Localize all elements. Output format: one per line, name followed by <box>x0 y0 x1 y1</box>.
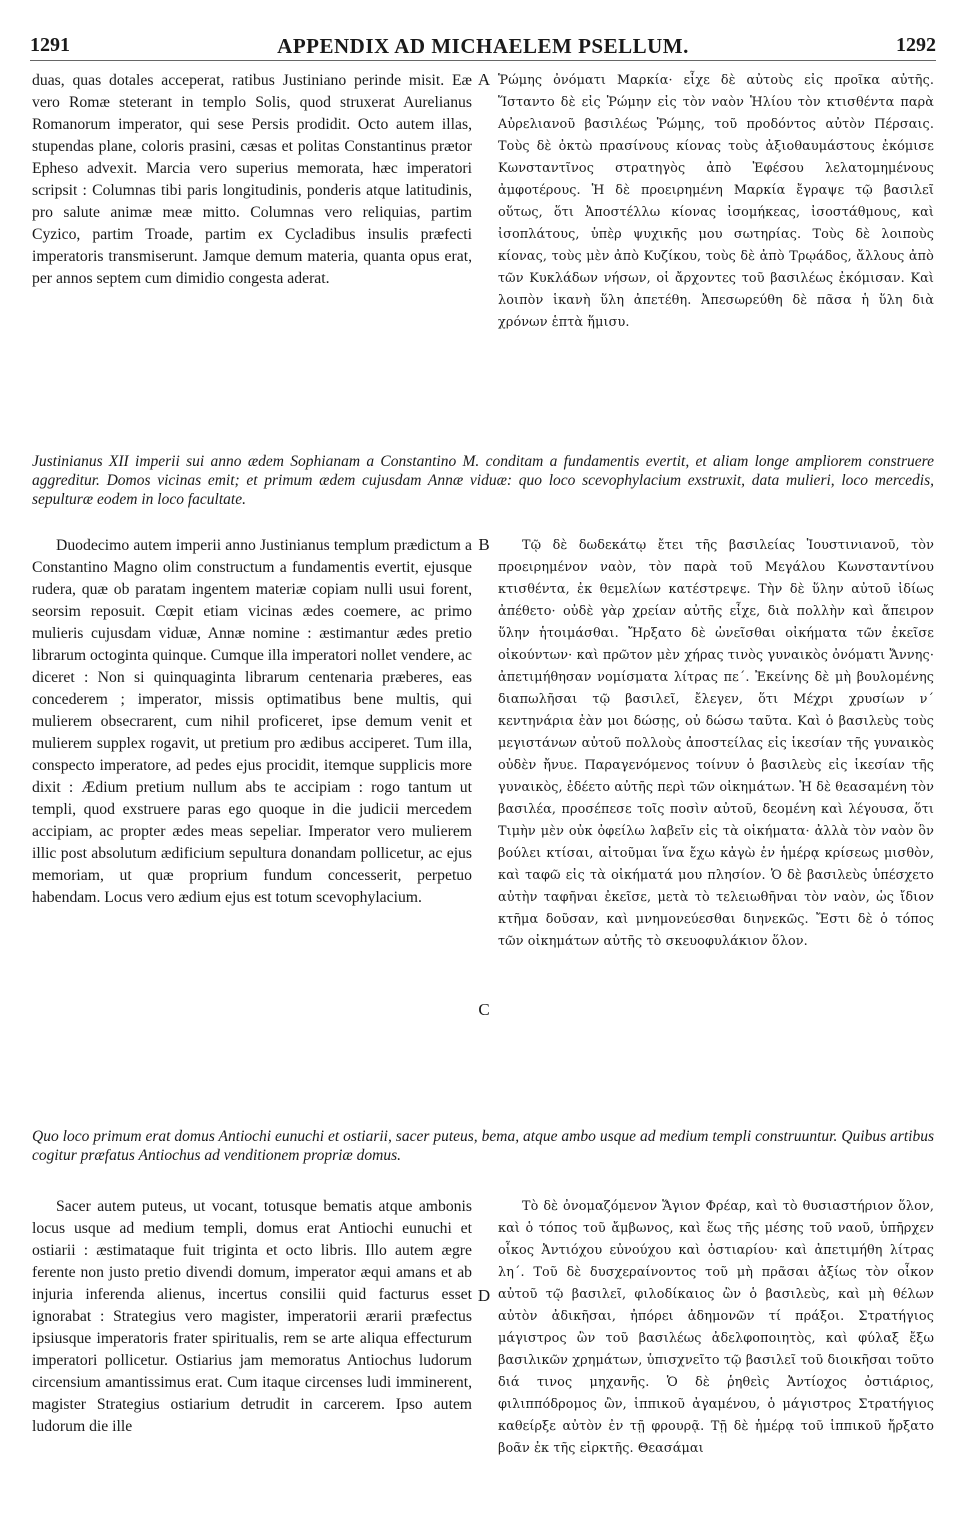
latin-paragraph: Sacer autem puteus, ut vocant, totusque bematis atque ambonis locus usque ad medium templi, domus erat Antiochi eunuchi et ostiarii : æstimataque fuit triginta et octo libris. Illo autem ægre ferente non justo pretio divendi domum, imperator æqui amans et ab injuria inferenda alienus, incertus consilii quid facturus esset ignorabat : Strategius vero magister, imperatorii ærarii præfectus ipsiusque imperatoris frater spiritualis, rem se arte aliqua effecturum imperatori pollicetur. Ostiarius jam memoratus Antiochus ludorum circensium amantissimus erat. Cum itaque circenses ludi imminerent, magister Strategius ostiarium detrudit in carcerem. Ipso autem ludorum die ille <box>32 1198 472 1435</box>
greek-column-3 <box>498 1196 934 1460</box>
greek-column-2 <box>498 535 934 953</box>
margin-letter-a: A <box>477 70 491 89</box>
running-title: APPENDIX AD MICHAELEM PSELLUM. <box>277 34 689 58</box>
header-rule <box>30 60 936 61</box>
greek-paragraph: Ῥώμης ὀνόματι Μαρκία· εἶχε δὲ αὐτοὺς εἰς προῖκα αὐτῆς. Ἵσταντο δὲ εἰς Ῥώμην εἰς τὸν ναὸν Ἡλίου τὸν κτισθέντα παρὰ Αὐρελιανοῦ βασιλέως Ῥώμης, τοῦ προδόντος αὐτὸν Πέρσαις. Τοὺς δὲ ὀκτὼ πρασίνους κίονας τοὺς ἀξιοθαυμάστους ἐκόμισε Κωνσταντῖνος στρατηγὸς ἀπὸ Ἐφέσου λελατομημένους ἀμφοτέρους. Ἡ δὲ προειρημένη Μαρκία ἔγραψε τῷ βασιλεῖ οὕτως, ὅτι Ἀποστέλλω κίονας ἰσομήκεας, ἰσοστάθμους, καὶ ἰσοπλάτους, ὑπὲρ ψυχικῆς μου σωτηρίας. Τοὺς δὲ λοιποὺς κίονας, τοὺς μὲν ἀπὸ Κυζίκου, τοὺς δὲ ἀπὸ Τρῳάδος, ἄλλους ἀπὸ τῶν Κυκλάδων νήσων, οἱ ἄρχοντες τοῦ βασιλέως ἐκόμισαν. Καὶ λοιπὸν ἱκανὴ ὕλη ἀπετέθη. Ἀπεσωρεύθη δὲ πᾶσα ἡ ὕλη διὰ χρόνων ἑπτὰ ἥμισυ. <box>498 73 934 330</box>
latin-column-2 <box>32 535 472 909</box>
latin-paragraph: duas, quas dotales acceperat, ratibus Justiniano perinde misit. Eæ vero Romæ steterant in templo Solis, quod struxerat Aurelianus Romanorum imperator, qui sese Persis prodidit. Octo autem illas, stupendas plane, coloris prasini, cæsas et politas Constantinus prætor Epheso advexit. Marcia vero superius memorata, hæc imperatori scripsit : Columnas tibi paris longitudinis, ponderis atque latitudinis, pro salute animæ meæ mitto. Columnas vero reliquias, partim Cyzico, partim Troade, partim ex Cycladibus insulis præfecti imperatoris transmiserunt. Jamque demum materia, quanta opus erat, per annos septem cum dimidio congesta aderat. <box>32 72 472 287</box>
page-number-left: 1291 <box>30 34 70 56</box>
latin-column-3 <box>32 1196 472 1438</box>
greek-paragraph: Τὸ δὲ ὀνομαζόμενον Ἅγιον Φρέαρ, καὶ τὸ θυσιαστήριον ὅλον, καὶ ὁ τόπος τοῦ ἄμβωνος, καὶ ἕως τῆς μέσης τοῦ ναοῦ, ὑπῆρχεν οἶκος Ἀντιόχου εὐνούχου καὶ ὀστιαρίου· καὶ ἀπετιμήθη λίτρας λη΄. Τοῦ δὲ δυσχεραίνοντος τοῦ μὴ πρᾶσαι ἀξίως τὸν οἶκον αὐτοῦ τῷ βασιλεῖ, φιλοδίκαιος ὢν ὁ βασιλεὺς, καὶ μὴ θέλων αὐτὸν ἀδικῆσαι, ἠπόρει ἀδημονῶν τί πράξοι. Στρατήγιος μάγιστρος ὢν τοῦ βασιλέως ἀδελφοποιητὸς, καὶ φύλαξ ἔξω βασιλικῶν χρημάτων, ὑπισχνεῖτο τῷ βασιλεῖ τοῦ διοικῆσαι τοῦτο διά τινος μηχανῆς. Ὁ δὲ ῥηθεὶς Ἀντίοχος ὀστιάριος, φιλιππόδρομος ὢν, ἱππικοῦ ἀγαμένου, ὁ μάγιστρος Στρατήγιος καθείρξε αὐτὸν ἐν τῇ φρουρᾷ. Τῇ δὲ ἡμέρᾳ τοῦ ἱππικοῦ ἤρξατο βοᾶν ἐκ τῆς εἱρκτῆς. Θεασάμαι <box>498 1199 934 1456</box>
page-number-right: 1292 <box>896 34 936 56</box>
section-rubric-2: Quo loco primum erat domus Antiochi eunuchi et ostiarii, sacer puteus, bema, atque ambo usque ad medium templi construuntur. Quibus artibus cogitur præfatus Antiochus ad venditionem propriæ domus. <box>32 1128 934 1164</box>
margin-letter-c: C <box>478 1000 490 1019</box>
section-rubric-1: Justinianus XII imperii sui anno ædem Sophianam a Constantino M. conditam a fundamentis evertit, et aliam longe ampliorem construere aggreditur. Domos vicinas emit; et primum ædem cujusdam Annæ viduæ: quo loco scevophylacium exstruxit, data mulieri, loco mercedis, sepulturæ eodem in loco facultate. <box>32 453 934 508</box>
greek-column-1 <box>498 70 934 334</box>
latin-paragraph: Duodecimo autem imperii anno Justinianus templum prædictum a Constantino Magno olim constructum a fundamentis evertit, ejusque rudera, quæ ob paratam ingentem materiæ copiam nulli usui forent, seorsim reposuit. Cœpit etiam vicinas ædes coemere, ac primo mulieris cujusdam viduæ, Annæ nomine : æstimantur ædes pretio librarum octoginta quinque. Cumque illa imperatori nollet vendere, ac diceret : Non si quinquaginta librarum centenaria præberes, eas concederem ; imperator, missis optimatibus bene multis, qui mulierem obsecrarent, cum nihil proficeret, ipse demum venit et mulierem supplex rogavit, ut pretium pro ædibus acciperet. Tum illa, conspecto imperatore, ad pedes ejus procidit, itemque supplicis more dixit : Ædium pretium nullum abs te accipiam : rogo tantum ut templi, quod exstruere paras ego quoque in die judicii mercedem accipiam, ac propter ædes meas sepeliar. Imperator vero mulierem illic post absolutum ædificium sepultura donandam pollicetur, ac ejus memoriam, ut quæ proprium fundum concesserit, perpetuo habendam. Locus vero ædium ejus est totum scevophylacium. <box>32 537 472 906</box>
latin-column-1 <box>32 70 472 290</box>
greek-paragraph: Τῷ δὲ δωδεκάτῳ ἔτει τῆς βασιλείας Ἰουστινιανοῦ, τὸν προειρημένον ναὸν, τὸν παρὰ τοῦ Μεγάλου Κωνσταντίνου κτισθέντα, ἐκ θεμελίων κατέστρεψε. Τὴν δὲ ὕλην αὐτοῦ ἰδίως ἀπέθετο· οὐδὲ γὰρ χρείαν αὐτῆς εἶχε, διὰ πολλὴν καὶ ἄπειρον ὕλην ἡτοιμάσθαι. Ἤρξατο δὲ ὠνεῖσθαι οἰκήματα τῶν ἐκεῖσε οἰκούντων· καὶ πρῶτον μὲν χήρας τινὸς γυναικὸς ὀνόματι Ἄννης· ἀπετιμήθησαν νομίσματα λίτρας πε΄. Ἐκείνης δὲ μὴ βουλομένης διαπωλῆσαι τῷ βασιλεῖ, ἔλεγεν, ὅτι Μέχρι χρυσίων ν΄ κεντηνάρια ἐὰν μοι δώσῃς, οὐ δώσω ταῦτα. Καὶ ὁ βασιλεὺς τοὺς μεγιστάνων αὐτοῦ πολλοὺς ἀποστείλας εἰς ἱκεσίαν τῆς γυναικὸς οὐδὲν ἤνυε. Παραγενόμενος τοίνυν ὁ βασιλεὺς εἰς ἱκεσίαν τῆς γυναικὸς, ἐδέετο αὐτῆς περὶ τῶν οἰκημάτων. Ἡ δὲ θεασαμένη τὸν βασιλέα, προσέπεσε τοῖς ποσὶν αὐτοῦ, δεομένη καὶ λέγουσα, ὅτι Τιμὴν μὲν οὐκ ὀφείλω λαβεῖν εἰς τὰ οἰκήματα· ἀλλὰ τὸν ναὸν ὃν βούλει κτίσαι, αἰτοῦμαι ἵνα ἔχω κἀγὼ ἐν ἡμέρᾳ κρίσεως μισθὸν, καὶ ταφῶ εἰς τὰ οἰκήματά μου πλησίον. Ὁ δὲ βασιλεὺς ὑπέσχετο αὐτὴν ταφῆναι ἐκεῖσε, μετὰ τὸ τελειωθῆναι τὸν ναὸν, ὡς ἴδιον κτῆμα δοῦσαν, καὶ μνημονεύεσθαι διηνεκῶς. Ἔστι δὲ ὁ τόπος τῶν οἰκημάτων αὐτῆς τὸ σκευοφυλάκιον ὅλον. <box>498 538 934 949</box>
margin-letter-b: B <box>478 535 490 554</box>
margin-letter-d: D <box>477 1286 491 1305</box>
